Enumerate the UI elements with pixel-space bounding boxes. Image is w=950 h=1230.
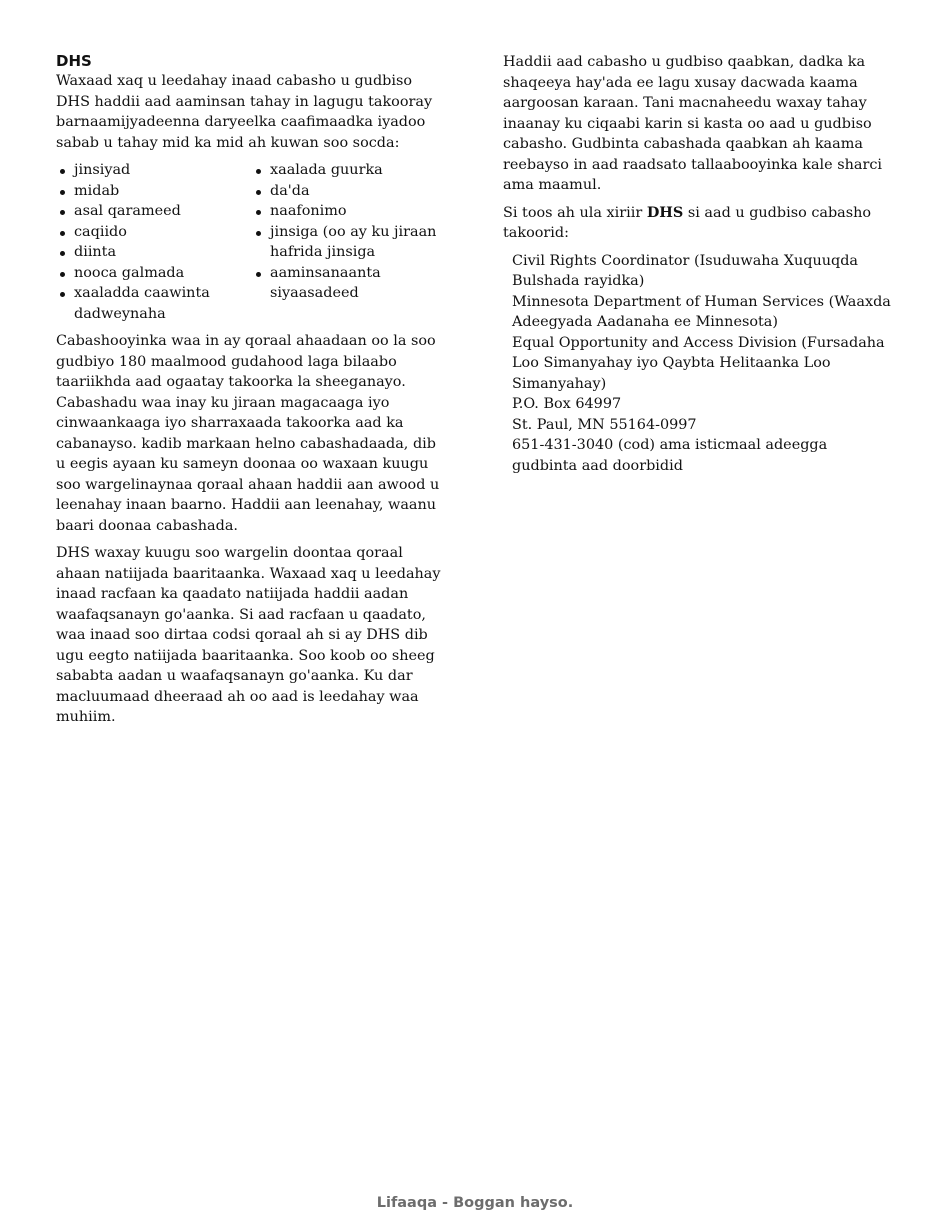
formal-complaint-paragraph: Haddii aad cabasho u gudbiso qaabkan, dadka ka shaqeeya hay'ada ee lagu xusay dacwada kaama aargoosan karaan. Tani macnaheedu waxay tahay inaanay ku ciqaabi karin si kasta oo aad u gudbiso cabasho. Gudbinta cabashada qaabkan ah kaama reebayso in aad raadsato tallaabooyinka kale sharci ama maamul. — [503, 54, 882, 193]
list-item: xaalada guurka — [252, 160, 448, 181]
list-item: asal qarameed — [56, 201, 252, 222]
results-paragraph: DHS waxay kuugu soo wargelin doontaa qoraal ahaan natiijada baaritaanka. Waxaad xaq u leedahay inaad racfaan ka qaadato natiijada haddii aadan waafaqsanayn go'aanka. Si aad racfaan u qaadato, waa inaad soo dirtaa codsi qoraal ah si ay DHS dib ugu eegto natiijada baaritaanka. Soo koob oo sheeg sababta aadan u waafaqsanayn go'aanka. Ku dar macluumaad dheeraad ah oo aad is leedahay waa muhiim. — [56, 545, 441, 725]
section-heading: DHS — [56, 52, 92, 70]
list-item: xaaladda caawinta dadweynaha — [56, 283, 252, 324]
list-item: jinsiga (oo ay ku jiraan hafrida jinsiga — [252, 222, 448, 263]
complaints-paragraph: Cabashooyinka waa in ay qoraal ahaadaan oo la soo gudbiyo 180 maalmood gudahood laga bilaabo taariikhda aad ogaatay takoorka la sheeganayo. Cabashadu waa inay ku jiraan magacaaga iyo cinwaankaaga iyo sharraxaada takoorka aad ka cabanayso. kadib markaan helno cabashadaada, dib u eegis ayaan ku sameyn doonaa oo waxaan kuugu soo wargelinaynaa qoraal ahaan haddii aan awood u leenahay inaan baarno. Haddii aan leenahay, waanu baari doonaa cabashada. — [56, 333, 440, 534]
address-line: Civil Rights Coordinator (Isuduwaha Xuquuqda Bulshada rayidka) — [512, 252, 858, 289]
address-line: Minnesota Department of Human Services (Waaxda Adeegyada Aadanaha ee Minnesota) — [512, 293, 891, 330]
list-item: jinsiyad — [56, 160, 252, 181]
list-item: naafonimo — [252, 201, 448, 222]
list-item: midab — [56, 181, 252, 202]
intro-paragraph: Waxaad xaq u leedahay inaad cabasho u gudbiso DHS haddii aad aaminsan tahay in lagugu takooray barnaamijyadeenna daryeelka caafimaadka iyadoo sabab u tahay mid ka mid ah kuwan soo socda: — [56, 73, 433, 151]
contact-intro-bold: DHS — [646, 203, 684, 221]
address-line: St. Paul, MN 55164-0997 — [512, 416, 697, 433]
list-item: da'da — [252, 181, 448, 202]
contact-intro-paragraph — [503, 203, 893, 244]
page-footer: Lifaaqa - Boggan hayso. — [376, 1195, 574, 1211]
address-line: 651-431-3040 (cod) ama isticmaal adeegga gudbinta aad doorbidid — [512, 437, 828, 474]
address-line: Equal Opportunity and Access Division (Fursadaha Loo Simanyahay iyo Qaybta Helitaanka Loo Simanyahay) — [512, 334, 885, 392]
list-item: nooca galmada — [56, 263, 252, 284]
right-column — [503, 52, 893, 476]
bullet-list-column-1 — [56, 160, 252, 324]
list-item: diinta — [56, 242, 252, 263]
left-column — [56, 52, 448, 735]
bullet-list-column-2 — [252, 160, 448, 324]
contact-address-block — [512, 251, 893, 477]
address-line: P.O. Box 64997 — [512, 396, 622, 412]
contact-intro-post: si aad u gudbiso cabasho takoorid: — [503, 204, 872, 241]
discrimination-basis-list — [56, 160, 448, 324]
contact-intro-pre: Si toos ah ula xiriir — [503, 204, 647, 221]
list-item: aaminsanaanta siyaasadeed — [252, 263, 448, 304]
list-item: caqiido — [56, 222, 252, 243]
